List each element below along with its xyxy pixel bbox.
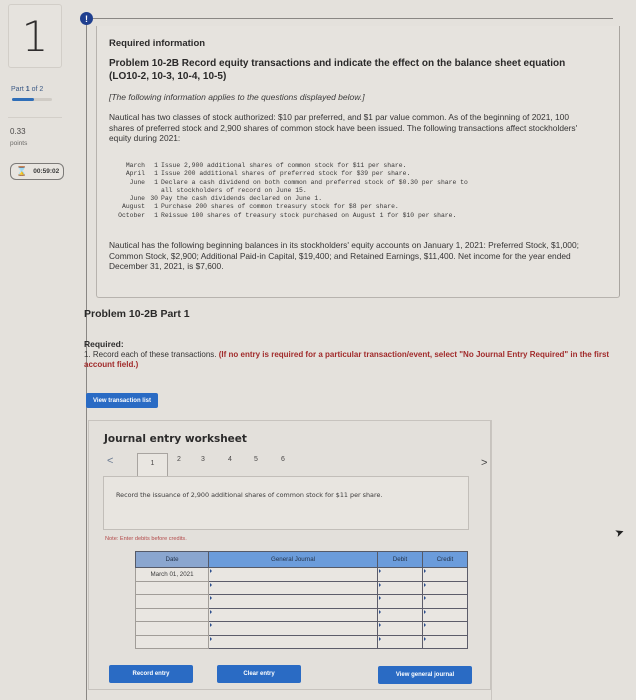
column-header-credit: Credit [422, 552, 467, 568]
journal-entry-worksheet [88, 420, 491, 690]
debits-note: Note: Enter debits before credits. [105, 536, 187, 542]
account-input[interactable] [209, 581, 378, 595]
account-input[interactable] [209, 635, 378, 649]
date-cell [136, 581, 209, 595]
view-transaction-list-button[interactable]: View transaction list [86, 393, 158, 408]
table-row [136, 622, 468, 636]
debit-input[interactable] [377, 608, 422, 622]
part-indicator: Part 1 of 2 [11, 86, 44, 93]
transaction-description-box [103, 476, 469, 530]
transaction-row-continued: all stockholders of record on June 15. [161, 186, 307, 194]
connector-line [93, 18, 613, 19]
transaction-row: April 1 Issue 200 additional shares of preferred stock for $39 per share. [125, 170, 411, 178]
alert-icon: ! [80, 12, 93, 25]
table-row [136, 608, 468, 622]
points-value: 0.33 [10, 127, 26, 136]
worksheet-tab-5[interactable]: 5 [254, 456, 258, 463]
credit-input[interactable] [422, 581, 467, 595]
worksheet-tab-1[interactable]: 1 [137, 453, 168, 477]
table-row [136, 581, 468, 595]
column-header-debit: Debit [377, 552, 422, 568]
required-information-panel [96, 26, 620, 298]
panel-divider [491, 420, 492, 700]
table-row [136, 635, 468, 649]
debit-input[interactable] [377, 568, 422, 582]
debit-input[interactable] [377, 581, 422, 595]
beginning-balances: Nautical has the following beginning balances in its stockholders' equity accounts on January 1, 2021: Preferred Stock, $1,000; Common Stock, $2,900; Additional Paid-in Capital, $19,400; and Retained Earnings, $11,400. Net income for the year ended December 31, 2021, is $7,600. [109, 240, 579, 271]
worksheet-title: Journal entry worksheet [104, 433, 247, 445]
chevron-right-icon[interactable]: > [481, 457, 488, 469]
date-cell [136, 635, 209, 649]
view-general-journal-button[interactable]: View general journal [378, 666, 472, 684]
credit-input[interactable] [422, 568, 467, 582]
account-input[interactable] [209, 608, 378, 622]
timer[interactable] [10, 163, 64, 180]
problem-description: Nautical has two classes of stock authorized: $10 par preferred, and $1 par value common. As of the beginning of 2021, 100 shares of preferred stock and 2,900 shares of common stock have been issued. The following transactions affect stockholders' equity during 2021: [109, 112, 578, 143]
part-progress-bar [12, 98, 52, 101]
debit-input[interactable] [377, 595, 422, 609]
account-input[interactable] [209, 595, 378, 609]
part-title: Problem 10-2B Part 1 [84, 308, 190, 320]
credit-input[interactable] [422, 595, 467, 609]
debit-input[interactable] [377, 622, 422, 636]
problem-title: Problem 10-2B Record equity transactions and indicate the effect on the balance sheet equation (LO10-2, 10-3, 10-4, 10-5) [109, 58, 566, 82]
worksheet-tab-2[interactable]: 2 [177, 456, 181, 463]
worksheet-tab-6[interactable]: 6 [281, 456, 285, 463]
credit-input[interactable] [422, 622, 467, 636]
transaction-description: Record the issuance of 2,900 additional shares of common stock for $11 per share. [116, 491, 383, 499]
column-header-general-journal: General Journal [209, 552, 378, 568]
worksheet-tab-3[interactable]: 3 [201, 456, 205, 463]
transaction-row: August 1 Purchase 200 shares of common treasury stock for $8 per share. [121, 203, 399, 211]
chevron-left-icon[interactable]: < [107, 455, 114, 467]
part-progress-fill [12, 98, 34, 101]
points-label: points [10, 140, 28, 147]
credit-input[interactable] [422, 608, 467, 622]
date-cell: March 01, 2021 [136, 568, 209, 582]
worksheet-tab-4[interactable]: 4 [228, 456, 232, 463]
column-header-date: Date [136, 552, 209, 568]
question-number-box [8, 4, 62, 68]
required-information-heading: Required information [109, 38, 206, 49]
table-row [136, 595, 468, 609]
required-label: Required: [84, 339, 124, 349]
record-entry-button[interactable]: Record entry [109, 665, 193, 683]
transaction-row: October 1 Reissue 100 shares of treasury stock purchased on August 1 for $10 per share. [118, 211, 457, 219]
hourglass-icon: ⌛ [16, 166, 28, 176]
applies-note: [The following information applies to the questions displayed below.] [109, 92, 365, 102]
journal-table [135, 551, 468, 649]
rail-divider [8, 117, 62, 118]
required-instructions: 1. Record each of these transactions. (If no entry is required for a particular transaction/event, select "No Journal Entry Required" in the first account field.) [84, 350, 610, 369]
question-number: 1 [21, 11, 49, 61]
mouse-cursor-icon: ➤ [613, 525, 627, 541]
credit-input[interactable] [422, 635, 467, 649]
transaction-row: June 30 Pay the cash dividends declared on June 1. [129, 195, 323, 203]
clear-entry-button[interactable]: Clear entry [217, 665, 301, 683]
transaction-row: March 1 Issue 2,900 additional shares of common stock for $11 per share. [125, 162, 407, 169]
table-row [136, 568, 468, 582]
date-cell [136, 608, 209, 622]
account-input[interactable] [209, 568, 378, 582]
date-cell [136, 595, 209, 609]
account-input[interactable] [209, 622, 378, 636]
transaction-row: June 1 Declare a cash dividend on both common and preferred stock of $0.30 per share to [129, 178, 468, 186]
date-cell [136, 622, 209, 636]
timer-text: 00:59:02 [33, 168, 60, 175]
transaction-list [111, 162, 601, 220]
debit-input[interactable] [377, 635, 422, 649]
